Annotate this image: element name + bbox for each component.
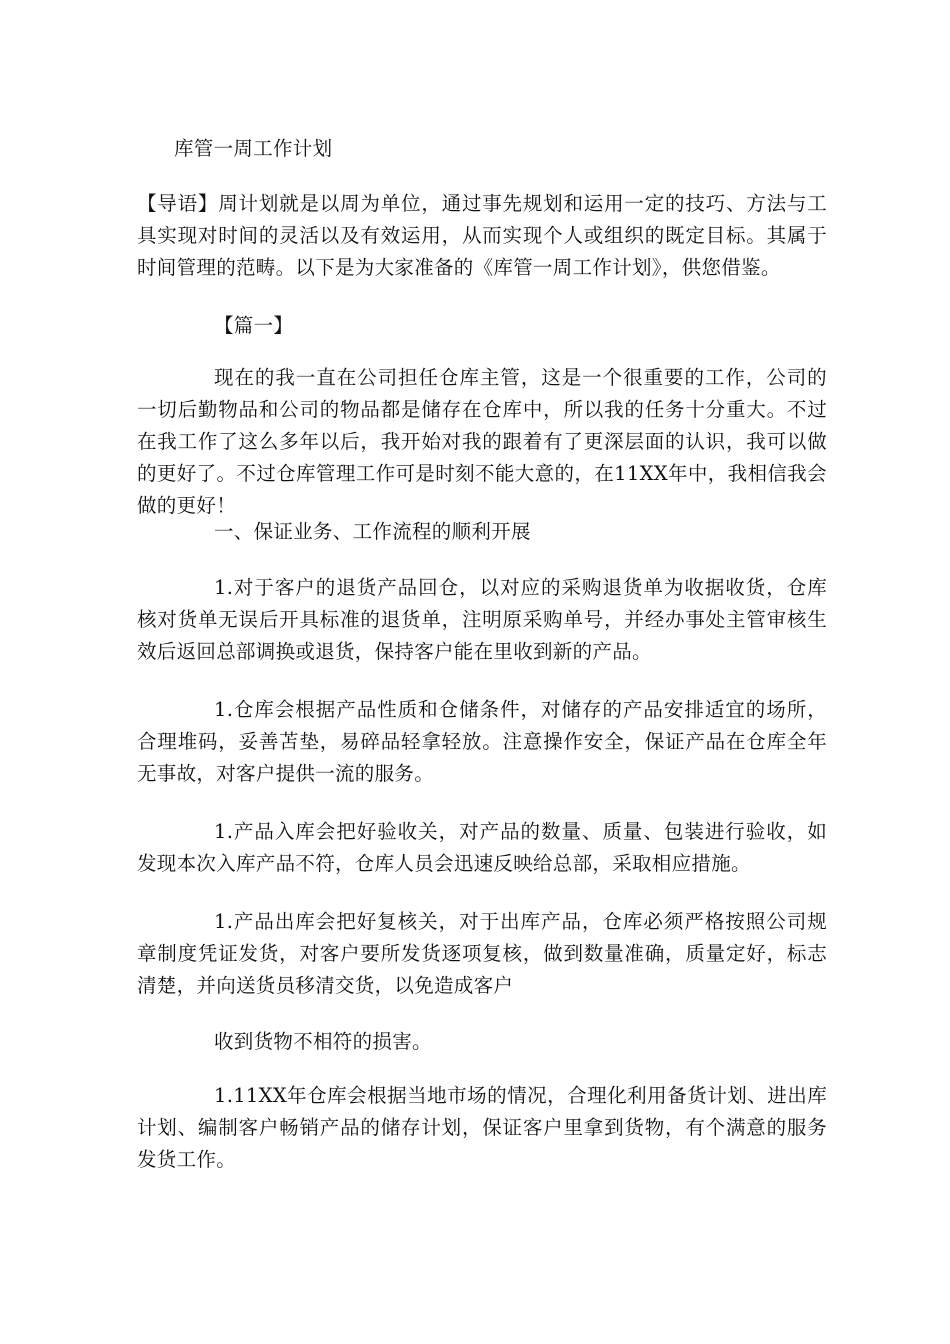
body-paragraph: 1.11XX年仓库会根据当地市场的情况，合理化利用备货计划、进出库计划、编制客户畅销产品的储存计划，保证客户里拿到货物，有个满意的服务发货工作。 (137, 1084, 827, 1171)
body-paragraph: 现在的我一直在公司担任仓库主管，这是一个很重要的工作，公司的一切后勤物品和公司的物品都是储存在仓库中，所以我的任务十分重大。不过在我工作了这么多年以后，我开始对我的跟着有了更深层面的认识，我可以做的更好了。不过仓库管理工作可是时刻不能大意的，在11XX年中，我相信我会做的更好！ (137, 366, 827, 517)
body-paragraph: 收到货物不相符的损害。 (214, 1030, 432, 1053)
subsection-heading: 一、保证业务、工作流程的顺利开展 (214, 520, 531, 543)
intro-paragraph: 【导语】周计划就是以周为单位，通过事先规划和运用一定的技巧、方法与工具实现对时间的灵活以及有效运用，从而实现个人或组织的既定目标。其属于时间管理的范畴。以下是为大家准备的《库管一周工作计划》，供您借鉴。 (137, 192, 827, 279)
document-title: 库管一周工作计划 (174, 137, 333, 160)
section-heading: 【篇一】 (214, 314, 294, 337)
body-paragraph: 1.对于客户的退货产品回仓，以对应的采购退货单为收据收货，仓库核对货单无误后开具标准的退货单，注明原采购单号，并经办事处主管审核生效后返回总部调换或退货，保持客户能在里收到新的产品。 (137, 576, 827, 663)
body-paragraph: 1.产品入库会把好验收关，对产品的数量、质量、包装进行验收，如发现本次入库产品不符，仓库人员会迅速反映给总部，采取相应措施。 (137, 820, 827, 875)
body-paragraph: 1.仓库会根据产品性质和仓储条件，对储存的产品安排适宜的场所，合理堆码，妥善苫垫，易碎品轻拿轻放。注意操作安全，保证产品在仓库全年无事故，对客户提供一流的服务。 (137, 698, 827, 785)
body-paragraph: 1.产品出库会把好复核关，对于出库产品，仓库必须严格按照公司规章制度凭证发货，对客户要所发货逐项复核，做到数量准确，质量定好，标志清楚，并向送货员移清交货，以免造成客户 (137, 910, 827, 997)
